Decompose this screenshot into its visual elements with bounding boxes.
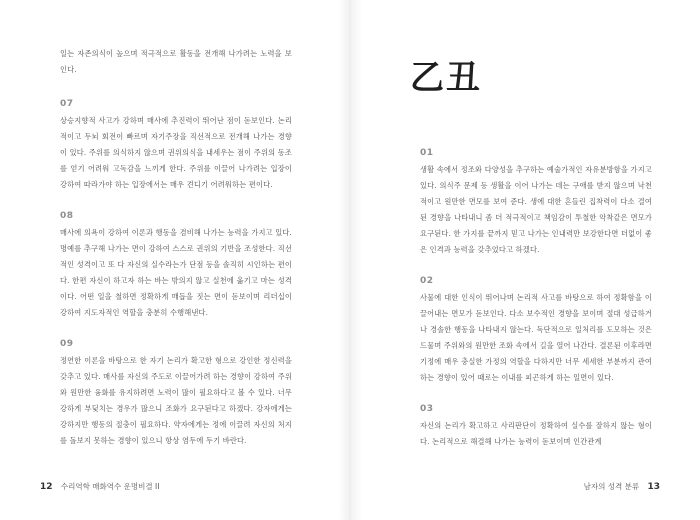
section-text: 상승지향적 사고가 강하며 매사에 추진력이 뛰어난 점이 돋보인다. 논리적이고 두뇌 회전이 빠르며 자기주장을 직선적으로 전개해 나가는 경향이 있다. 주위를 의식하지 않으며 권위의식을 내세우는 점이 주위의 동조를 얻기 어려워 고독감을 느끼게 한다. 주위를 이끌어 나가려는 입장이 강하여 따라가야 하는 입장에서는 매우 견디기 어려워하는 편이다. bbox=[60, 116, 293, 189]
section-text: 생활 속에서 정조와 다양성을 추구하는 예술가적인 자유분방함을 가지고 있다. 의식주 문제 등 생활을 이어 나가는 데는 구애를 받지 않으며 낙천적이고 원만한 면모를 보여 준다. 생에 대한 흔들린 집착력이 다소 결여된 경향을 나타내니 좀 더 적극적이고 책임감이 투철한 악착같은 면모가 요구된다. 한 가지를 끝까지 믿고 나가는 인내력만 보강한다면 더없이 좋은 인격과 능력을 갖추었다고 하겠다. bbox=[420, 165, 653, 254]
section-number: 09 bbox=[60, 339, 74, 349]
section-text: 매사에 의욕이 강하여 이론과 행동을 겸비해 나가는 능력을 가지고 있다. 명예를 추구해 나가는 면이 강하여 스스로 권위의 기반을 조성한다. 직선적인 성격이고 또 다 자신의 실수라는가 단점 등을 솔직히 시인하는 편이다. 한편 자신이 하고자 하는 바는 밖의지 않고 실천에 옮기고 마는 성격이다. 어떤 일을 철하면 정확하게 매듭을 짓는 면이 돋보이며 리더십이 강하여 지도자적인 역할을 충분히 수행해낸다. bbox=[60, 228, 293, 317]
section-text: 사물에 대한 인식이 뛰어나며 논리적 사고를 바탕으로 하여 정확함을 이끌어내는 면모가 돋보인다. 다소 보수적인 경향을 보이며 절대 성급하거나 경솔한 행동을 나타내지 않는다. 독단적으로 일처리를 도모하는 것은 드물며 주위와의 원만한 조화 속에서 길을 열어 나간다. 결론된 이후라면 기정에 매우 충실한 가정의 역할을 다하지만 너무 세세한 부분까지 관여하는 경향이 있어 때로는 이내를 피곤하게 하는 일면이 있다. bbox=[420, 293, 653, 382]
page-number: 13 bbox=[647, 482, 660, 492]
running-title: 수리역학 매화역수 운명비결 II bbox=[60, 482, 160, 491]
right-footer bbox=[584, 481, 660, 492]
left-text-column bbox=[60, 46, 292, 449]
section-number: 08 bbox=[60, 211, 74, 221]
right-page bbox=[350, 0, 700, 520]
chapter-heading: 乙丑 bbox=[410, 58, 482, 98]
section-number: 01 bbox=[420, 148, 434, 158]
section-number: 03 bbox=[420, 404, 434, 414]
continued-paragraph: 일는 자존의식이 높으며 적극적으로 활동을 전개해 나가려는 노력을 보인다. bbox=[60, 49, 292, 74]
section-text: 정연한 이론을 바탕으로 한 자기 논리가 확고한 형으로 강인한 정신력을 갖추고 있다. 매사를 자신의 주도로 이끌어가려 하는 경향이 강하여 주위와 원만한 융화를 유지하려면 노력이 많이 필요하다고 볼 수 있다. 너무 강하게 부딪치는 경우가 많으니 조화가 요구된다고 하겠다. 강자에게는 강하지만 행동의 절충이 필요하다. 약자에게는 정에 이끌려 자신의 처지를 돌보지 못하는 경향이 있으니 항상 염두에 두기 바란다. bbox=[60, 356, 293, 445]
left-footer bbox=[40, 481, 159, 492]
right-text-column bbox=[420, 148, 652, 450]
section-text: 자신의 논리가 확고하고 사리판단이 정확하여 실수를 잘하지 않는 형이다. 논리적으로 해결해 나가는 능력이 돋보이며 인간관계 bbox=[420, 421, 652, 446]
section-number: 07 bbox=[60, 99, 74, 109]
section-number: 02 bbox=[420, 276, 434, 286]
running-title: 남자의 성격 분류 bbox=[583, 482, 640, 491]
page-number: 12 bbox=[40, 482, 53, 492]
